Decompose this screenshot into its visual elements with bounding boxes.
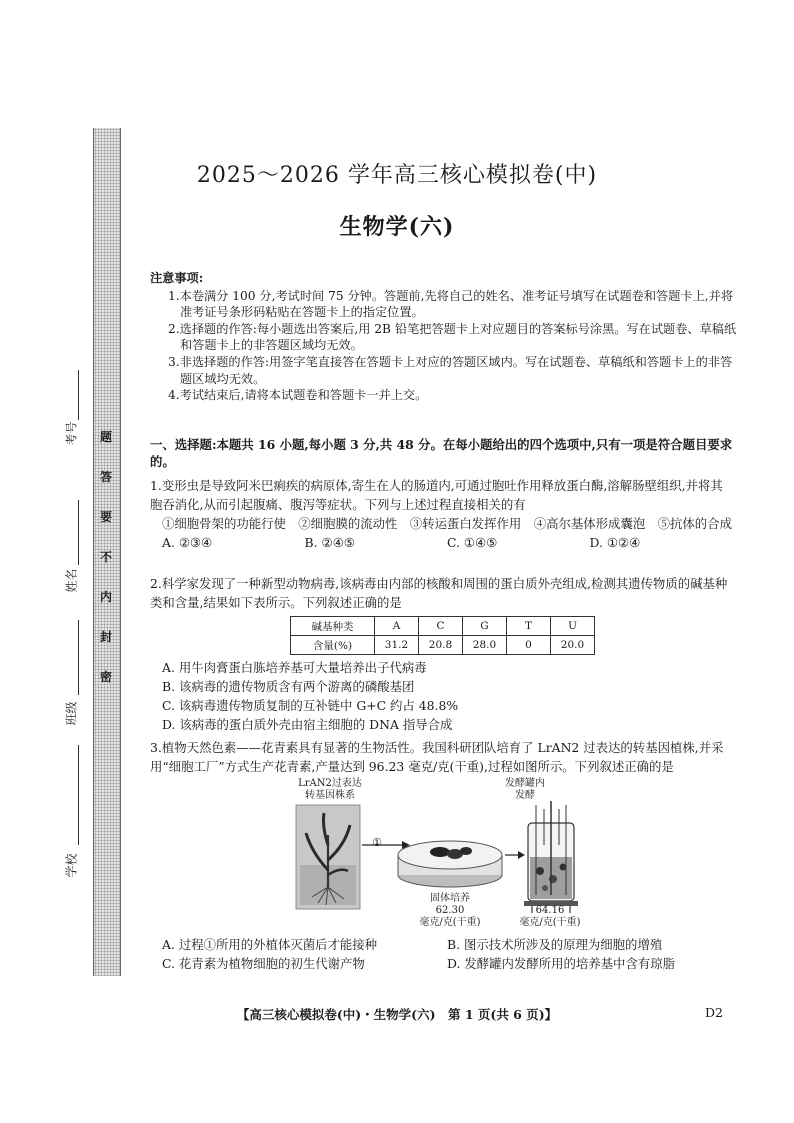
- fermenter-label-line1: 发酵罐内: [505, 778, 545, 789]
- question-items: ①细胞骨架的功能行使 ②细胞膜的流动性 ③转运蛋白发挥作用 ④高尔基体形成囊泡 ⑤抗体的合成: [162, 516, 732, 531]
- seal-char: 内: [99, 590, 112, 604]
- page-footer: 【高三核心模拟卷(中)・生物学(六) 第 1 页(共 6 页)】: [236, 1007, 558, 1022]
- table-cell: A: [375, 617, 419, 636]
- option-row: [150, 533, 732, 552]
- fermenter-yield-label: [505, 905, 595, 929]
- question-stem: 2.科学家发现了一种新型动物病毒,该病毒由内部的核酸和周围的蛋白质外壳组成,检测其遗传物质的碱基种类和含量,结果如下表所示。下列叙述正确的是: [150, 576, 728, 610]
- question-3-options: [150, 935, 732, 973]
- paper-code: D2: [705, 1005, 723, 1020]
- option-b[interactable]: B. 图示技术所涉及的原理为细胞的增殖: [447, 937, 663, 952]
- process-figure: [0, 775, 794, 935]
- table-cell: C: [419, 617, 463, 636]
- option-a[interactable]: A. 用牛肉膏蛋白胨培养基可大量培养出子代病毒: [162, 660, 427, 675]
- option-b[interactable]: B. ②④⑤: [304, 535, 355, 550]
- seal-char: 题: [99, 430, 112, 444]
- table-cell: T: [507, 617, 551, 636]
- option-d[interactable]: D. ①②④: [589, 535, 641, 550]
- option-d[interactable]: D. 发酵罐内发酵所用的培养基中含有琼脂: [447, 956, 676, 971]
- table-cell: 0: [507, 636, 551, 655]
- question-2-options: [150, 658, 732, 734]
- name-line[interactable]: [78, 500, 79, 565]
- table-row: [291, 636, 595, 655]
- option-b[interactable]: B. 该病毒的遗传物质含有两个游离的磷酸基团: [162, 679, 415, 694]
- class-label: 班级: [64, 701, 79, 726]
- section-heading: 一、选择题:本题共 16 小题,每小题 3 分,共 48 分。在每小题给出的四个选项中,只有一项是符合题目要求的。: [150, 437, 733, 469]
- option-a[interactable]: A. 过程①所用的外植体灭菌后才能接种: [162, 937, 378, 952]
- step-1-label: ①: [372, 836, 382, 849]
- table-cell: 含量(%): [291, 636, 375, 655]
- name-label: 姓名: [64, 568, 79, 593]
- option-c[interactable]: C. ①④⑤: [447, 535, 498, 550]
- table-cell: G: [463, 617, 507, 636]
- fermenter-label-line2: 发酵: [515, 790, 535, 801]
- seal-char: 封: [99, 630, 112, 644]
- dish-label: [410, 893, 490, 929]
- exam-title: 2025～2026 学年高三核心模拟卷(中): [196, 163, 598, 188]
- option-c[interactable]: C. 花青素为植物细胞的初生代谢产物: [162, 956, 365, 971]
- option-row: [150, 935, 732, 954]
- question-1: [150, 476, 732, 552]
- school-label: 学校: [64, 853, 79, 878]
- petri-dish: [398, 841, 502, 887]
- plant-label-line1: LrAN2过表达: [298, 778, 362, 789]
- table-cell: 31.2: [375, 636, 419, 655]
- table-cell: U: [551, 617, 595, 636]
- option-row: [150, 954, 732, 973]
- option-a[interactable]: A. ②③④: [162, 535, 213, 550]
- exam-number-line[interactable]: [78, 370, 79, 420]
- table-cell: 28.0: [463, 636, 507, 655]
- seal-text-column: [97, 428, 115, 686]
- arrow-to-fermenter: [505, 851, 525, 859]
- notice-item: 1.本卷满分 100 分,考试时间 75 分钟。答题前,先将自己的姓名、准考证号填写在试题卷和答题卡上,并将准考证号条形码粘贴在答题卡上的指定位置。: [168, 288, 734, 320]
- table-cell: 20.0: [551, 636, 595, 655]
- seal-char: 不: [99, 550, 112, 564]
- dish-caption: 固体培养: [430, 893, 470, 904]
- question-stem: 1.变形虫是导致阿米巴痢疾的病原体,寄生在人的肠道内,可通过胞吐作用释放蛋白酶,溶解肠壁组织,并将其胞吞消化,从而引起腹痛、腹泻等症状。下列与上述过程直接相关的有: [150, 478, 723, 512]
- figure-graphics: [0, 775, 794, 935]
- exam-number-label: 考号: [64, 421, 79, 446]
- question-2-stem: [150, 574, 732, 612]
- notice-item: 2.选择题的作答:每小题选出答案后,用 2B 铅笔把答题卡上对应题目的答案标号涂黑。写在试题卷、草稿纸和答题卡上的非答题区域均无效。: [168, 321, 737, 353]
- notice-block: [150, 270, 740, 404]
- table-header-row: [291, 617, 595, 636]
- dish-yield: 62.30: [435, 905, 465, 916]
- plant-photo: [296, 805, 360, 909]
- dish-unit: 毫克/克(干重): [419, 917, 481, 928]
- seal-char: 密: [99, 670, 112, 684]
- notice-item: 4.考试结束后,请将本试题卷和答题卡一并上交。: [168, 388, 428, 403]
- notice-item: 3.非选择题的作答:用签字笔直接答在答题卡上对应的答题区域内。写在试题卷、草稿纸和答题卡上的非答题区域均无效。: [168, 354, 733, 386]
- notice-heading: 注意事项:: [150, 271, 204, 285]
- seal-char: 要: [99, 510, 112, 524]
- base-content-table: [290, 616, 595, 655]
- table-cell: 20.8: [419, 636, 463, 655]
- fermenter-yield: 64.16: [535, 905, 565, 916]
- class-line[interactable]: [78, 620, 79, 695]
- table-cell: 碱基种类: [291, 617, 375, 636]
- question-stem: 3.植物天然色素——花青素具有显著的生物活性。我国科研团队培育了 LrAN2 过表达的转基因植株,并采用“细胞工厂”方式生产花青素,产量达到 96.23 毫克/克(干重),过程如图所示。下列叙述正确的是: [150, 740, 724, 774]
- fermenter-unit: 毫克/克(干重): [519, 917, 581, 928]
- option-c[interactable]: C. 该病毒遗传物质复制的互补链中 G+C 约占 48.8%: [162, 698, 459, 713]
- seal-char: 答: [99, 470, 112, 484]
- exam-subject: 生物学(六): [339, 214, 455, 240]
- fermenter: [524, 801, 578, 913]
- question-3-stem: [150, 738, 732, 776]
- plant-label-line2: 转基因株系: [305, 790, 355, 801]
- option-d[interactable]: D. 该病毒的蛋白质外壳由宿主细胞的 DNA 指导合成: [162, 717, 453, 732]
